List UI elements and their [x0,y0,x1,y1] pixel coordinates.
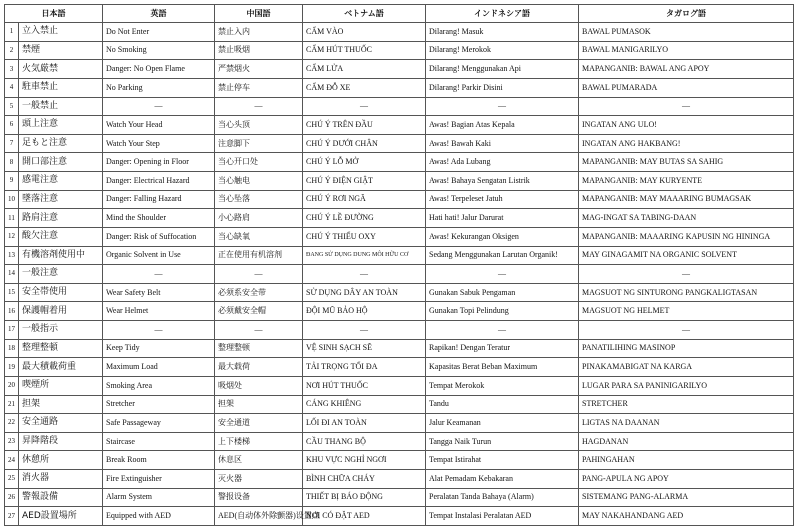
cell-tagalog: LIGTAS NA DAANAN [579,414,794,433]
cell-english: Stretcher [103,395,215,414]
table-row [5,78,794,97]
cell-japanese: 昇降階段 [19,432,103,451]
cell-tagalog: BAWAL PUMARADA [579,78,794,97]
cell-tagalog: SISTEMANG PANG-ALARMA [579,488,794,507]
cell-tagalog: MAY GINAGAMIT NA ORGANIC SOLVENT [579,246,794,265]
cell-japanese: 安全通路 [19,414,103,433]
cell-vietnamese: NƠI CÓ ĐẶT AED [303,507,426,526]
cell-vietnamese: CHÚ Ý LỀ ĐƯỜNG [303,209,426,228]
cell-indonesian: Awas! Ada Lubang [426,153,579,172]
table-row [5,227,794,246]
cell-japanese: 立入禁止 [19,23,103,42]
cell-tagalog: INGATAN ANG HAKBANG! [579,134,794,153]
row-number: 7 [5,134,19,153]
cell-tagalog: — [579,97,794,116]
cell-english: Organic Solvent in Use [103,246,215,265]
cell-chinese: 休息区 [215,451,303,470]
cell-vietnamese: CHÚ Ý LỖ MỞ [303,153,426,172]
cell-english: Danger: Falling Hazard [103,190,215,209]
cell-indonesian: Kapasitas Berat Beban Maximum [426,358,579,377]
cell-chinese: 当心触电 [215,172,303,191]
cell-vietnamese: TẢI TRỌNG TỐI ĐA [303,358,426,377]
cell-chinese: 正在使用有机溶剂 [215,246,303,265]
cell-vietnamese: CHÚ Ý RƠI NGÃ [303,190,426,209]
cell-english: Equipped with AED [103,507,215,526]
table-row [5,302,794,321]
cell-chinese: 注意脚下 [215,134,303,153]
row-number: 22 [5,414,19,433]
cell-japanese: 頭上注意 [19,116,103,135]
row-number: 16 [5,302,19,321]
cell-tagalog: MAGSUOT NG SINTURONG PANGKALIGTASAN [579,283,794,302]
cell-chinese: 严禁烟火 [215,60,303,79]
header-english: 英語 [103,5,215,23]
table-row [5,488,794,507]
cell-vietnamese: — [303,97,426,116]
row-number: 11 [5,209,19,228]
cell-tagalog: BAWAL MANIGARILYO [579,41,794,60]
cell-japanese: 有機溶剤使用中 [19,246,103,265]
multilingual-sign-table [4,4,794,526]
cell-japanese: 消火器 [19,470,103,489]
cell-english: Wear Safety Belt [103,283,215,302]
table-row [5,172,794,191]
cell-english: Danger: No Open Flame [103,60,215,79]
cell-indonesian: Jalur Keamanan [426,414,579,433]
cell-indonesian: Awas! Terpeleset Jatuh [426,190,579,209]
table-row [5,376,794,395]
header-indonesian: インドネシア語 [426,5,579,23]
cell-tagalog: HAGDANAN [579,432,794,451]
cell-chinese: 禁止吸烟 [215,41,303,60]
cell-chinese: 警报设备 [215,488,303,507]
table-row [5,339,794,358]
cell-vietnamese: CÁNG KHIÊNG [303,395,426,414]
table-row [5,23,794,42]
cell-english: No Parking [103,78,215,97]
cell-chinese: 最大载荷 [215,358,303,377]
table-row [5,283,794,302]
cell-english: — [103,321,215,340]
cell-indonesian: Gunakan Topi Pelindung [426,302,579,321]
cell-vietnamese: CẤM VÀO [303,23,426,42]
cell-indonesian: Awas! Bahaya Sengatan Listrik [426,172,579,191]
table-row [5,358,794,377]
table-row [5,395,794,414]
header-japanese: 日本語 [5,5,103,23]
table-row [5,507,794,526]
cell-tagalog: MAPANGANIB: MAY BUTAS SA SAHIG [579,153,794,172]
table-row [5,432,794,451]
header-vietnamese: ベトナム語 [303,5,426,23]
cell-chinese: 整理整顿 [215,339,303,358]
cell-japanese: 担架 [19,395,103,414]
cell-japanese: 最大積載荷重 [19,358,103,377]
header-tagalog: タガログ語 [579,5,794,23]
cell-english: Staircase [103,432,215,451]
cell-vietnamese: CHÚ Ý TRÊN ĐẦU [303,116,426,135]
cell-english: Fire Extinguisher [103,470,215,489]
row-number: 8 [5,153,19,172]
row-number: 20 [5,376,19,395]
cell-indonesian: Tempat Istirahat [426,451,579,470]
cell-japanese: 禁煙 [19,41,103,60]
cell-tagalog: MAPANGANIB: MAY MAAARING BUMAGSAK [579,190,794,209]
cell-tagalog: BAWAL PUMASOK [579,23,794,42]
cell-chinese: 当心坠落 [215,190,303,209]
cell-vietnamese: THIẾT BỊ BÁO ĐỘNG [303,488,426,507]
cell-chinese: 吸烟处 [215,376,303,395]
cell-japanese: 感電注意 [19,172,103,191]
row-number: 18 [5,339,19,358]
cell-chinese: 必须戴安全帽 [215,302,303,321]
cell-tagalog: PANG-APULA NG APOY [579,470,794,489]
row-number: 2 [5,41,19,60]
cell-japanese: 一般禁止 [19,97,103,116]
cell-vietnamese: SỬ DỤNG DÂY AN TOÀN [303,283,426,302]
row-number: 12 [5,227,19,246]
cell-japanese: 保護帽着用 [19,302,103,321]
cell-english: Break Room [103,451,215,470]
cell-english: Mind the Shoulder [103,209,215,228]
cell-tagalog: — [579,265,794,284]
cell-chinese: AED(自动体外除颤器)设置点 [215,507,303,526]
cell-tagalog: MAPANGANIB: BAWAL ANG APOY [579,60,794,79]
cell-vietnamese: CẤM HÚT THUỐC [303,41,426,60]
cell-japanese: 火気厳禁 [19,60,103,79]
cell-tagalog: MAPANGANIB: MAAARING KAPUSIN NG HININGA [579,227,794,246]
cell-english: Smoking Area [103,376,215,395]
cell-chinese: 小心路肩 [215,209,303,228]
cell-japanese: 一般指示 [19,321,103,340]
cell-english: Wear Helmet [103,302,215,321]
row-number: 10 [5,190,19,209]
cell-japanese: 警報設備 [19,488,103,507]
row-number: 13 [5,246,19,265]
cell-vietnamese: ĐỘI MŨ BẢO HỘ [303,302,426,321]
cell-indonesian: — [426,321,579,340]
cell-vietnamese: CẤM LỬA [303,60,426,79]
row-number: 24 [5,451,19,470]
table-row [5,190,794,209]
cell-vietnamese: VỆ SINH SẠCH SẼ [303,339,426,358]
table-row [5,116,794,135]
cell-indonesian: Dilarang! Parkir Disini [426,78,579,97]
row-number: 21 [5,395,19,414]
table-row [5,209,794,228]
cell-japanese: 駐車禁止 [19,78,103,97]
cell-indonesian: Dilarang! Merokok [426,41,579,60]
cell-vietnamese: CHÚ Ý DƯỚI CHÂN [303,134,426,153]
cell-english: Danger: Risk of Suffocation [103,227,215,246]
cell-vietnamese: NƠI HÚT THUỐC [303,376,426,395]
cell-indonesian: — [426,265,579,284]
table-row [5,134,794,153]
cell-chinese: 当心头顶 [215,116,303,135]
row-number: 14 [5,265,19,284]
cell-tagalog: — [579,321,794,340]
cell-vietnamese: — [303,321,426,340]
cell-tagalog: MAG-INGAT SA TABING-DAAN [579,209,794,228]
cell-english: Danger: Electrical Hazard [103,172,215,191]
row-number: 26 [5,488,19,507]
cell-tagalog: STRETCHER [579,395,794,414]
cell-indonesian: Hati hati! Jalur Darurat [426,209,579,228]
cell-indonesian: Tempat Merokok [426,376,579,395]
cell-chinese: 担架 [215,395,303,414]
table-row [5,265,794,284]
cell-vietnamese: ĐANG SỬ DỤNG DUNG MÔI HỮU CƠ [303,246,426,265]
table-row [5,470,794,489]
cell-english: Alarm System [103,488,215,507]
cell-chinese: 灭火器 [215,470,303,489]
cell-english: Maximum Load [103,358,215,377]
cell-japanese: AED設置場所 [19,507,103,526]
table-body [5,23,794,526]
cell-chinese: 当心缺氧 [215,227,303,246]
row-number: 3 [5,60,19,79]
cell-japanese: 酸欠注意 [19,227,103,246]
cell-tagalog: MAPANGANIB: MAY KURYENTE [579,172,794,191]
cell-indonesian: — [426,97,579,116]
cell-chinese: 必须系安全带 [215,283,303,302]
cell-chinese: — [215,97,303,116]
row-number: 23 [5,432,19,451]
cell-japanese: 整理整頓 [19,339,103,358]
cell-tagalog: PINAKAMABIGAT NA KARGA [579,358,794,377]
cell-chinese: 安全通道 [215,414,303,433]
cell-indonesian: Awas! Bawah Kaki [426,134,579,153]
cell-indonesian: Gunakan Sabuk Pengaman [426,283,579,302]
cell-indonesian: Dilarang! Masuk [426,23,579,42]
cell-japanese: 墜落注意 [19,190,103,209]
cell-english: Watch Your Step [103,134,215,153]
cell-japanese: 開口部注意 [19,153,103,172]
cell-english: Danger: Opening in Floor [103,153,215,172]
table-row [5,414,794,433]
row-number: 17 [5,321,19,340]
cell-vietnamese: KHU VỰC NGHỈ NGƠI [303,451,426,470]
row-number: 19 [5,358,19,377]
cell-english: Keep Tidy [103,339,215,358]
cell-chinese: 上下楼梯 [215,432,303,451]
cell-indonesian: Awas! Kekurangan Oksigen [426,227,579,246]
cell-chinese: — [215,321,303,340]
table-row [5,321,794,340]
cell-indonesian: Tempat Instalasi Peralatan AED [426,507,579,526]
table-row [5,41,794,60]
cell-english: No Smoking [103,41,215,60]
row-number: 25 [5,470,19,489]
cell-indonesian: Sedang Menggunakan Larutan Organik! [426,246,579,265]
cell-tagalog: MAGSUOT NG HELMET [579,302,794,321]
cell-indonesian: Awas! Bagian Atas Kepala [426,116,579,135]
cell-japanese: 休憩所 [19,451,103,470]
cell-tagalog: PANATILIHING MASINOP [579,339,794,358]
cell-indonesian: Tandu [426,395,579,414]
cell-tagalog: MAY NAKAHANDANG AED [579,507,794,526]
cell-english: Do Not Enter [103,23,215,42]
cell-chinese: 禁止入内 [215,23,303,42]
cell-vietnamese: CẤM ĐỖ XE [303,78,426,97]
cell-vietnamese: CHÚ Ý ĐIỆN GIẬT [303,172,426,191]
row-number: 27 [5,507,19,526]
cell-indonesian: Dilarang! Menggunakan Api [426,60,579,79]
cell-tagalog: LUGAR PARA SA PANINIGARILYO [579,376,794,395]
cell-indonesian: Alat Pemadam Kebakaran [426,470,579,489]
cell-tagalog: INGATAN ANG ULO! [579,116,794,135]
cell-vietnamese: BÌNH CHỮA CHÁY [303,470,426,489]
cell-indonesian: Rapikan! Dengan Teratur [426,339,579,358]
table-row [5,246,794,265]
cell-vietnamese: — [303,265,426,284]
cell-vietnamese: LỐI ĐI AN TOÀN [303,414,426,433]
header-chinese: 中国語 [215,5,303,23]
row-number: 9 [5,172,19,191]
cell-japanese: 足もと注意 [19,134,103,153]
cell-japanese: 安全帯使用 [19,283,103,302]
cell-chinese: 当心开口处 [215,153,303,172]
row-number: 5 [5,97,19,116]
table-row [5,97,794,116]
cell-japanese: 路肩注意 [19,209,103,228]
cell-chinese: — [215,265,303,284]
cell-indonesian: Tangga Naik Turun [426,432,579,451]
header-row [5,5,794,23]
cell-chinese: 禁止停车 [215,78,303,97]
table-row [5,153,794,172]
cell-english: — [103,265,215,284]
row-number: 15 [5,283,19,302]
cell-japanese: 喫煙所 [19,376,103,395]
cell-english: Safe Passageway [103,414,215,433]
cell-indonesian: Peralatan Tanda Bahaya (Alarm) [426,488,579,507]
row-number: 4 [5,78,19,97]
cell-japanese: 一般注意 [19,265,103,284]
table-row [5,451,794,470]
cell-vietnamese: CHÚ Ý THIẾU OXY [303,227,426,246]
table-row [5,60,794,79]
row-number: 6 [5,116,19,135]
cell-english: Watch Your Head [103,116,215,135]
cell-english: — [103,97,215,116]
cell-tagalog: PAHINGAHAN [579,451,794,470]
cell-vietnamese: CẦU THANG BỘ [303,432,426,451]
row-number: 1 [5,23,19,42]
